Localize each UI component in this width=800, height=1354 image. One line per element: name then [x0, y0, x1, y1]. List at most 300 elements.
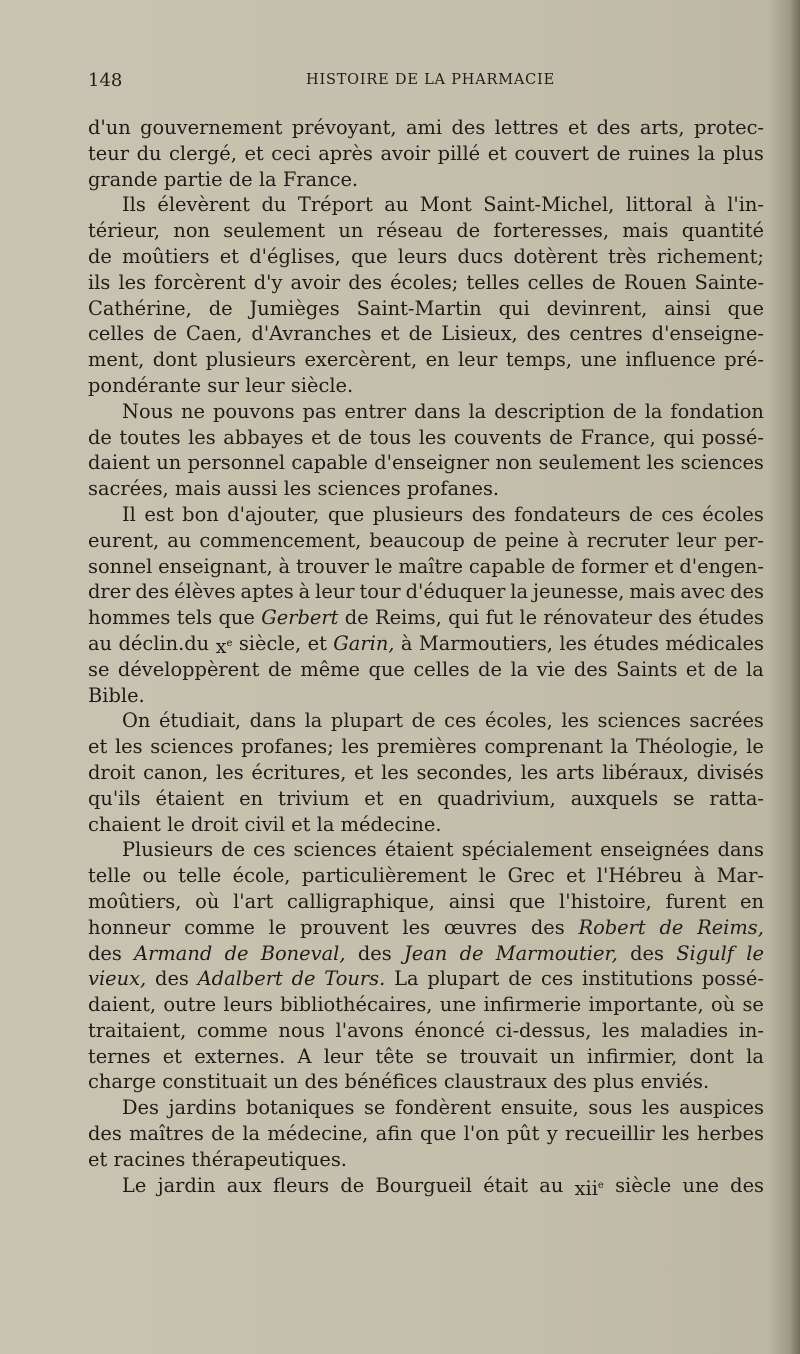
word: du: [261, 193, 287, 217]
word: la: [697, 141, 716, 165]
word: se: [673, 786, 695, 810]
word: mais: [174, 477, 222, 501]
running-head: [88, 70, 748, 94]
word: charge: [88, 1070, 157, 1094]
word: des: [471, 502, 506, 526]
word: de: [549, 425, 573, 449]
word: l'art: [233, 889, 274, 913]
word: un: [338, 219, 364, 243]
word: pouvons: [212, 399, 295, 423]
word: Tréport: [297, 193, 373, 217]
word: les: [216, 760, 244, 784]
word: l'Hébreu: [596, 864, 683, 888]
text-line: [88, 1173, 764, 1199]
word: bibliothécaires,: [280, 993, 433, 1017]
word: leur: [323, 1044, 364, 1068]
word: constituait: [162, 1070, 268, 1094]
word: plupart: [427, 967, 500, 991]
word: particulièrement: [301, 864, 468, 888]
word: secondes,: [416, 760, 513, 784]
word: abbayes: [223, 425, 304, 449]
word: devinrent,: [546, 296, 648, 320]
word: fondèrent: [394, 1096, 492, 1120]
word: le: [746, 735, 764, 759]
word: et: [380, 322, 400, 346]
word: moûtiers: [122, 244, 210, 268]
word: Sigulf: [676, 941, 734, 965]
word: enviés.: [640, 1070, 710, 1094]
word: est: [144, 502, 174, 526]
word: école,: [232, 864, 291, 888]
word: seulement: [538, 451, 641, 475]
word: en: [740, 889, 764, 913]
word: élevèrent: [157, 193, 250, 217]
word: de: [612, 399, 637, 423]
word: la: [510, 657, 529, 681]
word: quantité: [681, 219, 764, 243]
word: étudiait,: [158, 709, 242, 733]
word: afin: [375, 1122, 413, 1146]
word: ami: [405, 116, 443, 139]
word: étaient: [155, 786, 225, 810]
word: trouver: [295, 554, 369, 578]
word: l'on: [463, 1122, 500, 1146]
word: des: [155, 967, 189, 991]
word: même: [300, 657, 361, 681]
word: y: [546, 1122, 558, 1146]
word: plusieurs: [205, 348, 297, 372]
word: centres: [569, 322, 643, 346]
word: civil: [244, 812, 285, 836]
word: celles: [88, 322, 145, 346]
word: calligraphique,: [287, 889, 435, 913]
word: des: [135, 580, 170, 604]
word: que: [218, 606, 255, 630]
word: $x^e$: [215, 634, 233, 658]
word: gouvernement: [140, 116, 283, 139]
text-line: [88, 425, 764, 451]
word: daient,: [88, 993, 157, 1017]
word: commencement,: [199, 528, 362, 552]
word: institutions: [582, 967, 694, 991]
text-line: [88, 915, 764, 941]
word: Jumièges: [249, 296, 340, 320]
word: fondation: [670, 399, 764, 423]
text-line: [88, 218, 764, 244]
word: d'un: [88, 116, 131, 139]
word: avoir: [290, 270, 341, 294]
word: maladies: [640, 1018, 729, 1042]
word: jeunesse,: [532, 580, 625, 604]
word: ducs: [457, 244, 504, 268]
word: des: [304, 1070, 339, 1094]
word: couvents: [453, 425, 542, 449]
text-line: [88, 760, 764, 786]
text-line: [88, 941, 764, 967]
word: comprenant: [484, 735, 603, 759]
word: et: [307, 631, 327, 655]
word: divisés: [696, 760, 764, 784]
word: plusieurs: [372, 502, 464, 526]
word: Boneval,: [260, 941, 346, 965]
word: de: [88, 244, 112, 268]
word: telle: [178, 864, 222, 888]
word: qui: [448, 606, 480, 630]
word: ruines: [628, 141, 690, 165]
text-line: [88, 683, 764, 709]
word: externes.: [194, 1044, 286, 1068]
word: ceci: [271, 141, 311, 165]
word: les: [559, 631, 587, 655]
word: le: [167, 812, 185, 836]
text-line: [88, 192, 764, 218]
text-line: [88, 399, 764, 425]
word: aux: [226, 1173, 262, 1197]
word: recueillir: [564, 1122, 655, 1146]
word: droit: [88, 760, 136, 784]
text-line: [88, 528, 764, 554]
word: ou: [142, 864, 167, 888]
word: des: [451, 116, 486, 139]
word: sciences: [150, 735, 234, 759]
word: seulement: [223, 219, 326, 243]
word: réseau: [376, 219, 443, 243]
word: la: [746, 1044, 764, 1068]
word: dans: [717, 838, 764, 862]
word: in-: [738, 1018, 764, 1042]
word: les: [341, 735, 370, 759]
word: tête: [375, 1044, 414, 1068]
word: étaient: [384, 838, 454, 862]
word: celles: [527, 270, 584, 294]
page-edge-shadow: [790, 0, 800, 1354]
word: la: [258, 167, 277, 191]
word: entrer: [344, 399, 407, 423]
word: grande: [88, 167, 158, 191]
word: développèrent: [117, 657, 260, 681]
word: Saint-Michel,: [483, 193, 615, 217]
word: dans: [249, 709, 297, 733]
word: daient: [88, 451, 150, 475]
word: de: [472, 528, 497, 552]
word: non: [173, 219, 210, 243]
word: était: [483, 1173, 529, 1197]
word: un: [156, 451, 182, 475]
word: protec-: [693, 116, 764, 139]
word: ainsi: [448, 889, 496, 913]
text-line: [88, 270, 764, 296]
word: des: [530, 915, 565, 939]
word: que: [508, 889, 546, 913]
word: l'histoire,: [559, 889, 652, 913]
word: se: [88, 657, 110, 681]
word: de: [211, 1122, 235, 1146]
word: prévoyant,: [291, 116, 397, 139]
word: les: [418, 425, 447, 449]
word: aussi: [227, 477, 278, 501]
word: Il: [122, 502, 136, 526]
word: Théologie,: [635, 735, 739, 759]
word: déclin.du: [118, 631, 210, 655]
word: au: [384, 193, 409, 217]
word: sur: [207, 373, 239, 397]
word: comme: [196, 1018, 268, 1042]
word: et: [354, 760, 374, 784]
word: qu'ils: [88, 786, 141, 810]
word: possé-: [701, 425, 764, 449]
word: herbes: [696, 1122, 764, 1146]
word: études: [698, 606, 764, 630]
word: recruter: [586, 528, 669, 552]
word: et: [88, 1147, 108, 1171]
word: Le: [122, 1173, 147, 1197]
word: de: [713, 657, 738, 681]
text-line: [88, 1121, 764, 1147]
word: à: [400, 631, 413, 655]
word: sciences: [680, 451, 764, 475]
word: Marmoutier,: [495, 941, 618, 965]
word: où: [711, 993, 736, 1017]
word: que: [727, 296, 764, 320]
word: richement;: [656, 244, 764, 268]
word: Garin,: [333, 631, 395, 655]
word: toutes: [119, 425, 181, 449]
word: temps,: [505, 348, 573, 372]
text-line: [88, 373, 764, 399]
word: enseignant,: [158, 554, 273, 578]
word: de: [224, 941, 249, 965]
word: ternes: [88, 1044, 151, 1068]
word: comme: [184, 915, 255, 939]
word: et: [219, 244, 239, 268]
word: beaucoup: [369, 528, 465, 552]
text-line: [88, 167, 764, 193]
word: de: [508, 967, 533, 991]
word: former: [581, 554, 649, 578]
word: se: [426, 1044, 448, 1068]
word: à: [693, 864, 706, 888]
word: France.: [282, 167, 359, 191]
text-line: [88, 1147, 764, 1173]
text-line: [88, 115, 764, 141]
word: de: [337, 425, 362, 449]
word: le: [519, 606, 538, 630]
text-line: [88, 244, 764, 270]
word: en: [239, 786, 264, 810]
word: traitaient,: [88, 1018, 187, 1042]
word: pas: [302, 399, 337, 423]
word: leur: [315, 580, 355, 604]
word: et: [88, 735, 108, 759]
word: des: [348, 270, 383, 294]
word: de: [153, 322, 177, 346]
word: quadrivium,: [437, 786, 556, 810]
word: en: [425, 348, 450, 372]
word: où: [195, 889, 220, 913]
word: de: [408, 322, 433, 346]
word: mais: [622, 219, 669, 243]
word: A: [297, 1044, 312, 1068]
word: d'éduquer: [405, 580, 506, 604]
text-line: [88, 450, 764, 476]
word: drer: [88, 580, 131, 604]
word: la: [510, 580, 529, 604]
word: sciences: [293, 838, 377, 862]
word: leur: [676, 528, 717, 552]
word: après: [318, 141, 373, 165]
word: dont: [152, 348, 198, 372]
word: les: [118, 270, 147, 294]
word: La: [394, 967, 419, 991]
word: Rouen: [623, 270, 687, 294]
text-line: [88, 1018, 764, 1044]
word: tels: [176, 606, 213, 630]
word: avec: [680, 580, 726, 604]
word: sous: [588, 1096, 633, 1120]
word: honneur: [88, 915, 171, 939]
word: Saints: [616, 657, 678, 681]
word: que: [419, 1122, 457, 1146]
word: les: [283, 477, 312, 501]
word: Ils: [122, 193, 146, 217]
word: écoles: [702, 502, 764, 526]
word: qui: [498, 296, 530, 320]
word: leur: [457, 348, 498, 372]
word: droit: [190, 812, 239, 836]
word: Caen,: [185, 322, 243, 346]
word: ensuite,: [500, 1096, 579, 1120]
word: la: [242, 1122, 261, 1146]
word: ces: [253, 838, 286, 862]
word: sacrées,: [88, 477, 169, 501]
word: les: [561, 709, 589, 733]
word: l'in-: [727, 193, 764, 217]
word: influence: [625, 348, 716, 372]
word: la: [610, 735, 629, 759]
word: et: [654, 554, 674, 578]
word: dans: [414, 399, 461, 423]
word: d'églises,: [249, 244, 341, 268]
word: non: [495, 451, 533, 475]
word: ment,: [88, 348, 145, 372]
word: Mar-: [716, 864, 764, 888]
word: l'avons: [335, 1018, 404, 1042]
word: claustraux: [443, 1070, 547, 1094]
word: d'y: [253, 270, 283, 294]
word: trivium: [278, 786, 350, 810]
text-line: [88, 786, 764, 812]
word: et: [244, 141, 264, 165]
word: études: [593, 631, 660, 655]
word: aptes: [240, 580, 294, 604]
word: ces: [444, 709, 477, 733]
word: sacrées: [689, 709, 764, 733]
word: écoles,: [484, 709, 553, 733]
word: à: [298, 580, 311, 604]
word: Reims,: [697, 915, 764, 939]
word: Plusieurs: [122, 838, 214, 862]
word: de: [596, 141, 621, 165]
word: dont: [689, 1044, 734, 1068]
word: lettres: [494, 116, 559, 139]
word: siècle: [615, 1173, 672, 1197]
word: et: [566, 864, 586, 888]
word: pût: [506, 1122, 540, 1146]
word: à: [704, 193, 716, 217]
word: les: [661, 1122, 690, 1146]
word: plus: [593, 1070, 635, 1094]
word: partie: [163, 167, 223, 191]
word: des: [573, 657, 608, 681]
word: et: [311, 425, 331, 449]
word: Grec: [507, 864, 555, 888]
word: pondérante: [88, 373, 202, 397]
word: plupart: [330, 709, 404, 733]
text-line: [88, 1069, 764, 1095]
word: ces: [661, 502, 694, 526]
word: les: [646, 451, 675, 475]
word: thérapeutiques.: [191, 1147, 347, 1171]
word: maître: [398, 554, 464, 578]
word: enseignées: [600, 838, 710, 862]
word: écritures,: [251, 760, 347, 784]
word: jardins: [168, 1096, 237, 1120]
word: écoles;: [390, 270, 459, 294]
word: arts,: [639, 116, 685, 139]
text-line: [88, 605, 764, 631]
text-line: [88, 863, 764, 889]
word: trouvait: [459, 1044, 538, 1068]
word: Bourgueil: [375, 1173, 472, 1197]
word: leurs: [223, 993, 273, 1017]
word: siècle,: [238, 631, 302, 655]
word: jardin: [157, 1173, 216, 1197]
word: que: [327, 502, 365, 526]
text-line: [88, 141, 764, 167]
word: arts: [555, 760, 595, 784]
word: chaient: [88, 812, 161, 836]
text-line: [88, 502, 764, 528]
word: élèves: [174, 580, 236, 604]
word: de: [267, 657, 292, 681]
text-line: [88, 321, 764, 347]
word: profanes;: [241, 735, 334, 759]
word: sonnel: [88, 554, 153, 578]
word: d'enseigne-: [651, 322, 764, 346]
word: les: [402, 915, 431, 939]
word: peine: [504, 528, 559, 552]
word: ils: [88, 270, 111, 294]
word: de: [591, 270, 616, 294]
word: le: [268, 915, 287, 939]
word: Adalbert: [197, 967, 283, 991]
text-line: [88, 1044, 764, 1070]
word: de: [88, 425, 112, 449]
word: capable: [291, 451, 368, 475]
word: de: [344, 606, 369, 630]
word: avoir: [380, 141, 431, 165]
word: des: [88, 1122, 122, 1146]
word: profanes.: [406, 477, 500, 501]
word: les: [114, 735, 143, 759]
word: outre: [163, 993, 217, 1017]
word: Mont: [419, 193, 472, 217]
text-line: [88, 347, 764, 373]
word: Reims,: [374, 606, 442, 630]
page-number: 148: [88, 70, 123, 91]
word: se: [742, 993, 764, 1017]
word: une: [439, 993, 477, 1017]
